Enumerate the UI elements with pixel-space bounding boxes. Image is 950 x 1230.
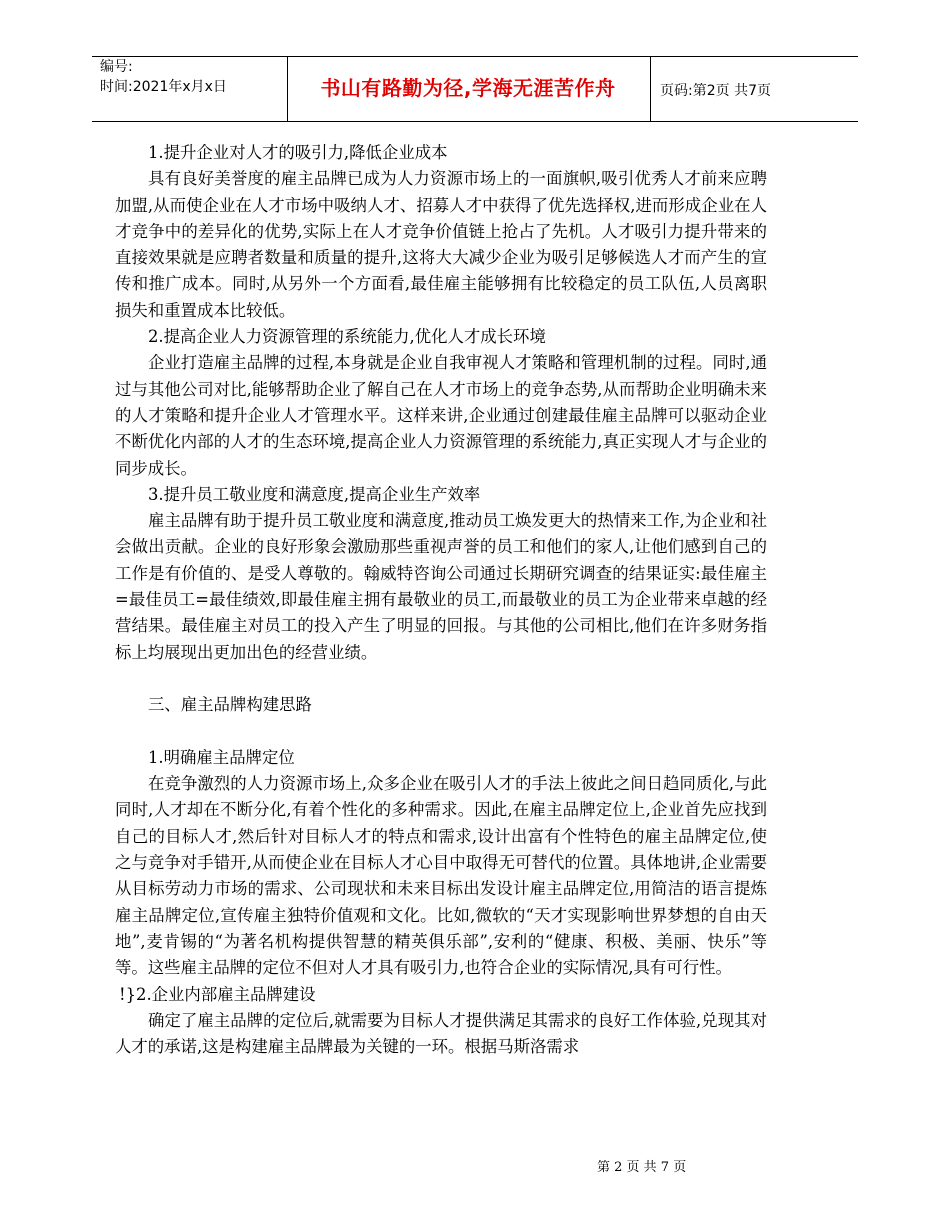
header-top-rule xyxy=(92,56,858,57)
spacer xyxy=(115,719,767,745)
paragraph-1: 具有良好美誉度的雇主品牌已成为人力资源市场上的一面旗帜,吸引优秀人才前来应聘加盟,从而使企业在人才市场中吸纳人才、招募人才中获得了优先选择权,进而形成企业在人才竞争中的差异化的优势,实际上在人才竞争价值链上抢占了先机。人才吸引力提升带来的直接效果就是应聘者数量和质量的提升,这将大大减少企业为吸引足够候选人才而产生的宣传和推广成本。同时,从另外一个方面看,最佳雇主能够拥有比较稳定的员工队伍,人员离职损失和重置成本比较低。 xyxy=(115,169,767,320)
header-page-number: 页码:第2页 共7页 xyxy=(660,83,771,99)
subheading-2-line xyxy=(115,982,767,1008)
header-time: 时间:2021年x月x日 xyxy=(100,79,227,95)
paragraph-3: 雇主品牌有助于提升员工敬业度和满意度,推动员工焕发更大的热情来工作,为企业和社会做出贡献。企业的良好形象会激励那些重视声誉的员工和他们的家人,让他们感到自己的工作是有价值的、是受人尊敬的。翰威特咨询公司通过长期研究调查的结果证实:最佳雇主=最佳员工=最佳绩效,即最佳雇主拥有最敬业的员工,而最敬业的员工为企业带来卓越的经营结果。最佳雇主对员工的投入产生了明显的回报。与其他的公司相比,他们在许多财务指标上均展现出更加出色的经营业绩。 xyxy=(115,511,767,662)
paragraph-2: 企业打造雇主品牌的过程,本身就是企业自我审视人才策略和管理机制的过程。同时,通过与其他公司对比,能够帮助企业了解自己在人才市场上的竞争态势,从而帮助企业明确未来的人才策略和提升企业人才管理水平。这样来讲,企业通过创建最佳雇主品牌可以驱动企业不断优化内部的人才的生态环境,提高企业人力资源管理的系统能力,真正实现人才与企业的同步成长。 xyxy=(115,353,767,478)
spacer xyxy=(115,666,767,692)
heading-2: 2.提高企业人力资源管理的系统能力,优化人才成长环境 xyxy=(148,327,546,347)
header-motto: 书山有路勤为径,学海无涯苦作舟 xyxy=(320,76,616,100)
header-bottom-rule xyxy=(92,121,858,122)
heading-3: 3.提升员工敬业度和满意度,提高企业生产效率 xyxy=(148,484,481,504)
document-body xyxy=(115,140,767,1060)
subheading-2: 2.企业内部雇主品牌建设 xyxy=(136,984,316,1004)
subparagraph-1: 在竞争激烈的人力资源市场上,众多企业在吸引人才的手法上彼此之间日趋同质化,与此同时,人才却在不断分化,有着个性化的多种需求。因此,在雇主品牌定位上,企业首先应找到自己的目标人才,然后针对目标人才的特点和需求,设计出富有个性特色的雇主品牌定位,使之与竞争对手错开,从而使企业在目标人才心目中取得无可替代的位置。具体地讲,企业需要从目标劳动力市场的需求、公司现状和未来目标出发设计雇主品牌定位,用简洁的语言提炼雇主品牌定位,宣传雇主独特价值观和文化。比如,微软的“天才实现影响世界梦想的自由天地”,麦肯锡的“为著名机构提供智慧的精英俱乐部”,安利的“健康、积极、美丽、快乐”等等。这些雇主品牌的定位不但对人才具有吸引力,也符合企业的实际情况,具有可行性。 xyxy=(115,774,767,978)
header-serial: 编号: xyxy=(100,59,133,75)
section-title: 三、雇主品牌构建思路 xyxy=(148,695,312,715)
heading-1: 1.提升企业对人才的吸引力,降低企业成本 xyxy=(148,143,448,162)
footer-page-number: 第 2 页 共 7 页 xyxy=(597,1160,687,1175)
subparagraph-2: 确定了雇主品牌的定位后,就需要为目标人才提供满足其需求的良好工作体验,兑现其对人才的承诺,这是构建雇主品牌最为关键的一环。根据马斯洛需求 xyxy=(115,1010,767,1057)
header-divider-right xyxy=(650,57,651,121)
subheading-1: 1.明确雇主品牌定位 xyxy=(148,747,295,767)
subheading-2-prefix: !} xyxy=(119,984,137,1004)
